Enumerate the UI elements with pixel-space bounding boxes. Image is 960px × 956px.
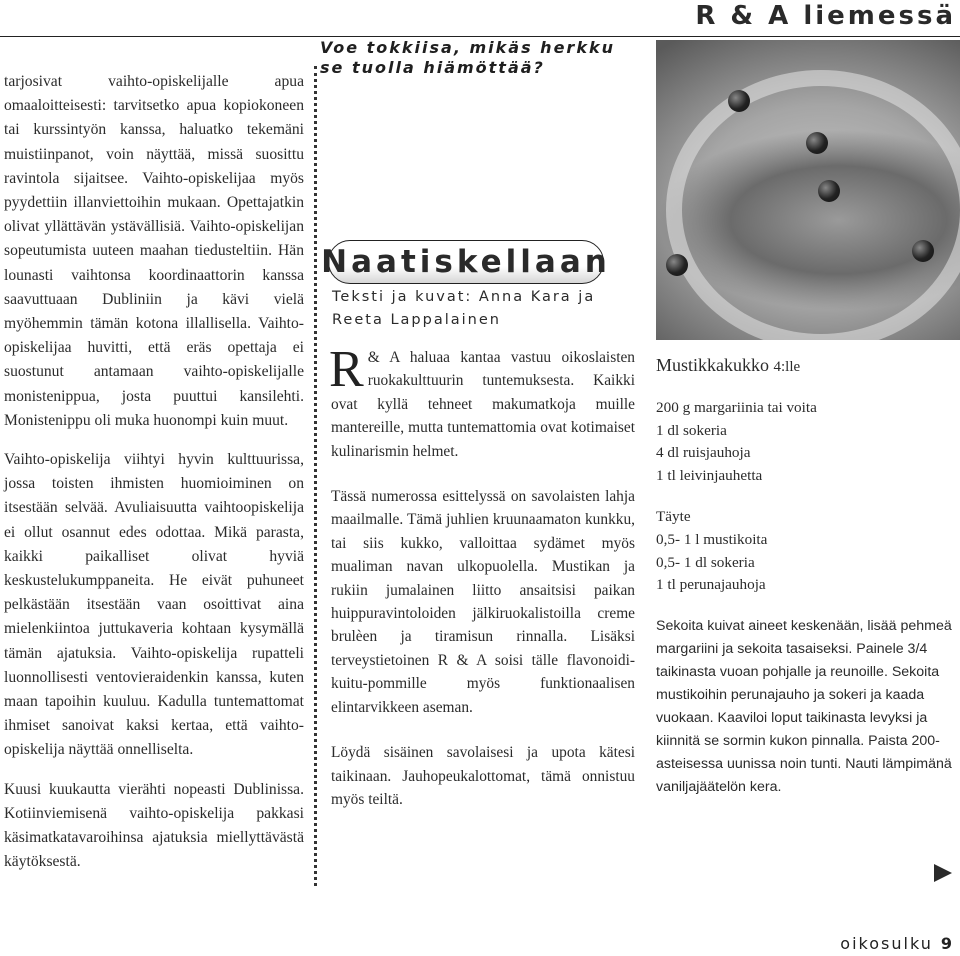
page-number: 9	[940, 934, 954, 953]
column-divider	[314, 66, 317, 886]
publication-name: oikosulku	[840, 934, 933, 953]
ingredient-item: 1 dl sokeria	[656, 421, 727, 439]
blueberry	[806, 132, 828, 154]
middle-column	[320, 36, 636, 808]
ingredient-item: 0,5- 1 l mustikoita	[656, 530, 768, 548]
blueberry	[912, 240, 934, 262]
ingredient-item: 200 g margariinia tai voita	[656, 398, 817, 416]
recipe-instructions: Sekoita kuivat aineet keskenään, lisää pehmeä margariini ja sekoita tasaiseksi. Painele 3/4 taikinasta vuoan pohjalle ja reunoille. Sekoita mustikoihin perunajauho ja sokeri ja kaada vuokaan. Kaaviloi loput taikinasta levyksi ja kiinnitä se sormin kukon pinnalla. Paista 200-asteisessa uunissa noin tunti. Nauti lämpimänä vaniljajäätelön kera.	[656, 618, 952, 796]
recipe-name: Mustikkakukko	[656, 355, 770, 375]
continue-arrow-icon	[934, 864, 952, 882]
left-paragraph-1: tarjosivat vaihto-opiskelijalle apua omaaloitteisesti: tarvitsetko apua kopiokoneen tai kurssintyön kanssa, haluatko tekemäni muistiinpanot, voin näyttää, missä suosittu ravintola sijaitsee. Vaihto-opiskelijaa myös pyydettiin illanviettoihin mukaan. Opettajatkin olivat yllättävän ystävällisiä. Vaihto-opiskelijan sopeutumista uuteen maahan tiedusteltiin. Hän lounasti vaihtonsa koordinaattorin kanssa saavuttuaan Dubliniin ja kävi vielä myöhemmin tämän kotona illallisella. Vaihto-opiskelijaa huvitti, että eräs opettaja ei suostunut antamaan vaihto-opiskelijalle monistenippua, josta puuttui kansilehti. Monistenippu oli muka huonompi kuin muut.	[4, 73, 304, 429]
left-column	[4, 70, 304, 890]
page-footer	[840, 934, 954, 953]
pie-rim	[666, 70, 960, 340]
tagline: Voe tokkiisa, mikäs herkku se tuolla hiämöttää?	[320, 38, 615, 77]
recipe-title	[656, 354, 960, 379]
drop-cap: R	[329, 341, 364, 398]
article-paragraph-1: Tässä numerossa esittelyssä on savolaisten lahja maailmalle. Tämä juhlien kruunaamaton kunkku, tai siis kukko, valloittaa sydämet myös mualiman navan ulkopuolella. Mustikan ja rukiin jumalainen liitto ansaitsisi paikan huippuravintoloiden jälkiruokalistoilla creme brulèen ja tiramisun rinnalla. Lisäksi terveystietoinen R & A soisi tälle flavonoidi-kuitu-pommille myös funktionaalisen elintarvikkeen aseman.	[331, 488, 635, 716]
recipe-serves: 4:lle	[773, 359, 801, 375]
blueberry	[818, 180, 840, 202]
page-header-title: R & A liemessä	[695, 1, 956, 31]
ingredient-item: 1 tl leivinjauhetta	[656, 467, 763, 485]
blueberry-pie-photo	[656, 40, 960, 340]
section-title: Naatiskellaan	[321, 244, 611, 280]
byline: Teksti ja kuvat: Anna Kara ja Reeta Lappalainen	[332, 289, 596, 328]
recipe-column	[656, 354, 960, 799]
intro-paragraph	[329, 341, 635, 463]
blueberry	[728, 90, 750, 112]
article-paragraph-2: Löydä sisäinen savolaisesi ja upota kätesi taikinaan. Jauhopeukalottomat, tämä onnistuu myös teiltä.	[331, 744, 635, 808]
left-paragraph-2: Vaihto-opiskelija viihtyi hyvin kulttuurissa, jossa toisten ihmisten huomioiminen on itsestään selvää. Avuliaisuutta vaihtoopiskelija ei ollut osannut edes odottaa. Mikä parasta, kaikki paikalliset olivat hyviä keskustelukumppaneita. He eivät puhuneet pelkästään itsestään vaan osoittivat aina mielenkiintoa juttukaveria kohtaan kysymällä tämän ajatuksia. Vaihto-opiskelija rupatteli luonnollisesti ventovieraidenkin kanssa, kuten maan tapoihin kuuluu. Kadulla tuntemattomat ihmiset sanoivat kaksi kertaa, että vaihto-opiskelija näyttää onnelliselta.	[4, 451, 304, 759]
filling-heading: Täyte	[656, 507, 691, 525]
ingredient-item: 1 tl perunajauhoja	[656, 576, 766, 594]
blueberry	[666, 254, 688, 276]
ingredient-item: 0,5- 1 dl sokeria	[656, 553, 755, 571]
base-ingredients-list	[656, 397, 960, 488]
ingredient-item: 4 dl ruisjauhoja	[656, 444, 751, 462]
filling-ingredients-list	[656, 529, 960, 597]
intro-text: & A haluaa kantaa vastuu oikoslaisten ruokakulttuurin tuntemuksesta. Kaikki ovat kyllä tehneet makumatkoja muille mantereille, mutta tuntemattomia ovat kotimaiset kulinarismin helmet.	[331, 349, 635, 460]
article-body	[329, 341, 635, 833]
left-paragraph-3: Kuusi kuukautta vierähti nopeasti Dublinissa. Kotiinviemisenä vaihto-opiskelija pakkasi käsimatkatavaroihinsa ajatuksia miellyttävästä käytöksestä.	[4, 780, 304, 871]
section-title-pill	[321, 240, 611, 284]
